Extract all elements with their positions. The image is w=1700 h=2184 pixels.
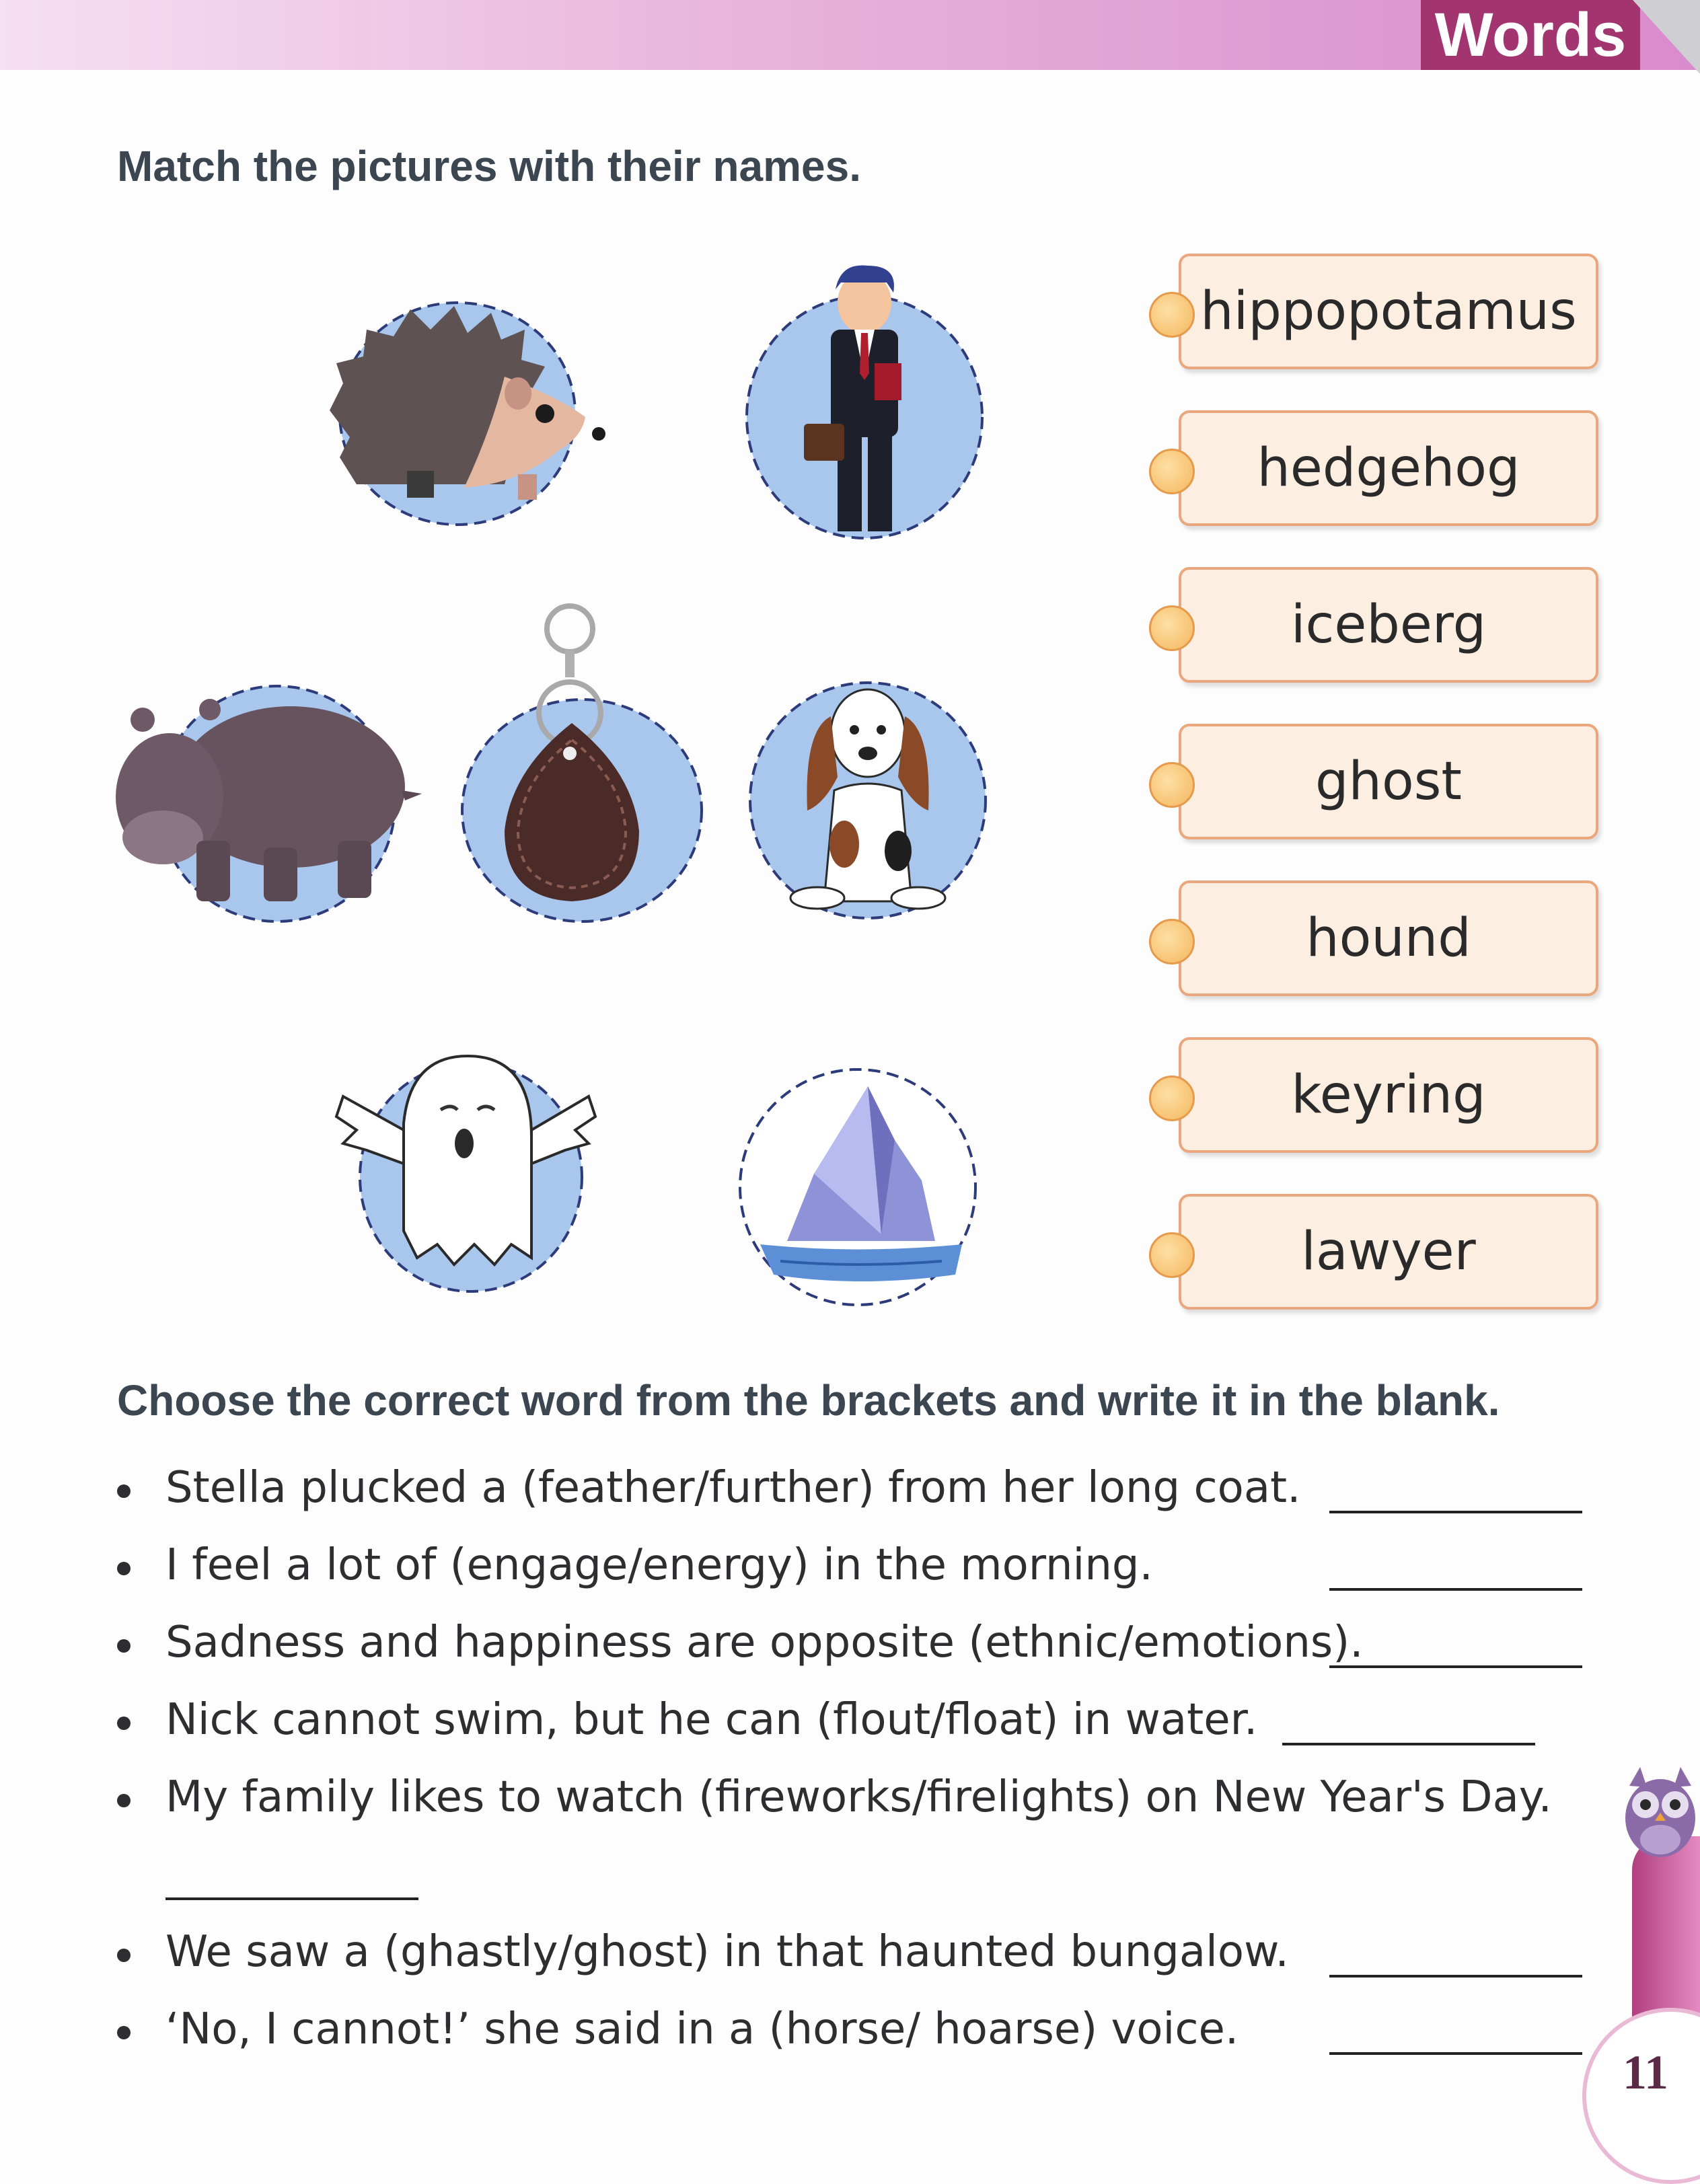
match-dot-iceberg[interactable] [1149, 605, 1195, 651]
match-dot-hedgehog[interactable] [1149, 449, 1195, 494]
word-box-hippopotamus: hippopotamus [1179, 254, 1598, 369]
bullet [117, 1949, 131, 1962]
word-box-lawyer: lawyer [1179, 1194, 1598, 1310]
answer-blank-7[interactable] [1329, 2052, 1582, 2055]
sentence-7: ‘No, I cannot!’ she said in a (horse/ hoarse) voice. [165, 2004, 1239, 2054]
word-box-hedgehog: hedgehog [1179, 410, 1598, 526]
match-dot-hound[interactable] [1149, 919, 1195, 965]
lawyer-picture [740, 262, 996, 545]
owl-icon [1621, 1766, 1700, 1860]
sentence-3: Sadness and happiness are opposite (ethnic/emotions). [165, 1618, 1364, 1667]
hippopotamus-picture [116, 679, 425, 928]
answer-blank-5[interactable] [165, 1897, 418, 1900]
bullet [117, 2026, 131, 2039]
bullet [117, 1717, 131, 1730]
bullet [117, 1794, 131, 1807]
section-tab: Words [1421, 0, 1640, 70]
bullet [117, 1639, 131, 1653]
answer-blank-3[interactable] [1329, 1665, 1582, 1668]
match-dot-keyring[interactable] [1149, 1076, 1195, 1121]
word-box-iceberg: iceberg [1179, 567, 1598, 683]
hound-picture [743, 676, 999, 925]
iceberg-picture [733, 1059, 989, 1308]
word-box-ghost: ghost [1179, 724, 1598, 839]
match-dot-hippopotamus[interactable] [1149, 292, 1195, 338]
sentence-6: We saw a (ghastly/ghost) in that haunted bungalow. [165, 1927, 1289, 1977]
word-box-keyring: keyring [1179, 1037, 1598, 1153]
answer-blank-2[interactable] [1329, 1588, 1582, 1591]
match-dot-ghost[interactable] [1149, 762, 1195, 808]
fill-blank-instruction: Choose the correct word from the brackets and write it in the blank. [117, 1376, 1500, 1425]
sentence-5: My family likes to watch (fireworks/firelights) on New Year's Day. [165, 1772, 1552, 1822]
answer-blank-1[interactable] [1329, 1511, 1582, 1513]
match-instruction: Match the pictures with their names. [117, 142, 861, 190]
keyring-picture [457, 602, 706, 925]
bullet [117, 1484, 131, 1498]
word-box-hound: hound [1179, 880, 1598, 996]
match-dot-lawyer[interactable] [1149, 1232, 1195, 1278]
answer-blank-6[interactable] [1329, 1975, 1582, 1978]
sentence-1: Stella plucked a (feather/further) from her long coat. [165, 1463, 1301, 1513]
ghost-picture [330, 1043, 599, 1298]
sentence-4: Nick cannot swim, but he can (flout/float) in water. [165, 1695, 1258, 1745]
hedgehog-picture [316, 283, 612, 531]
page-number: 11 [1623, 2045, 1669, 2099]
bullet [117, 1562, 131, 1575]
sentence-2: I feel a lot of (engage/energy) in the morning. [165, 1540, 1153, 1590]
answer-blank-4[interactable] [1282, 1743, 1535, 1745]
